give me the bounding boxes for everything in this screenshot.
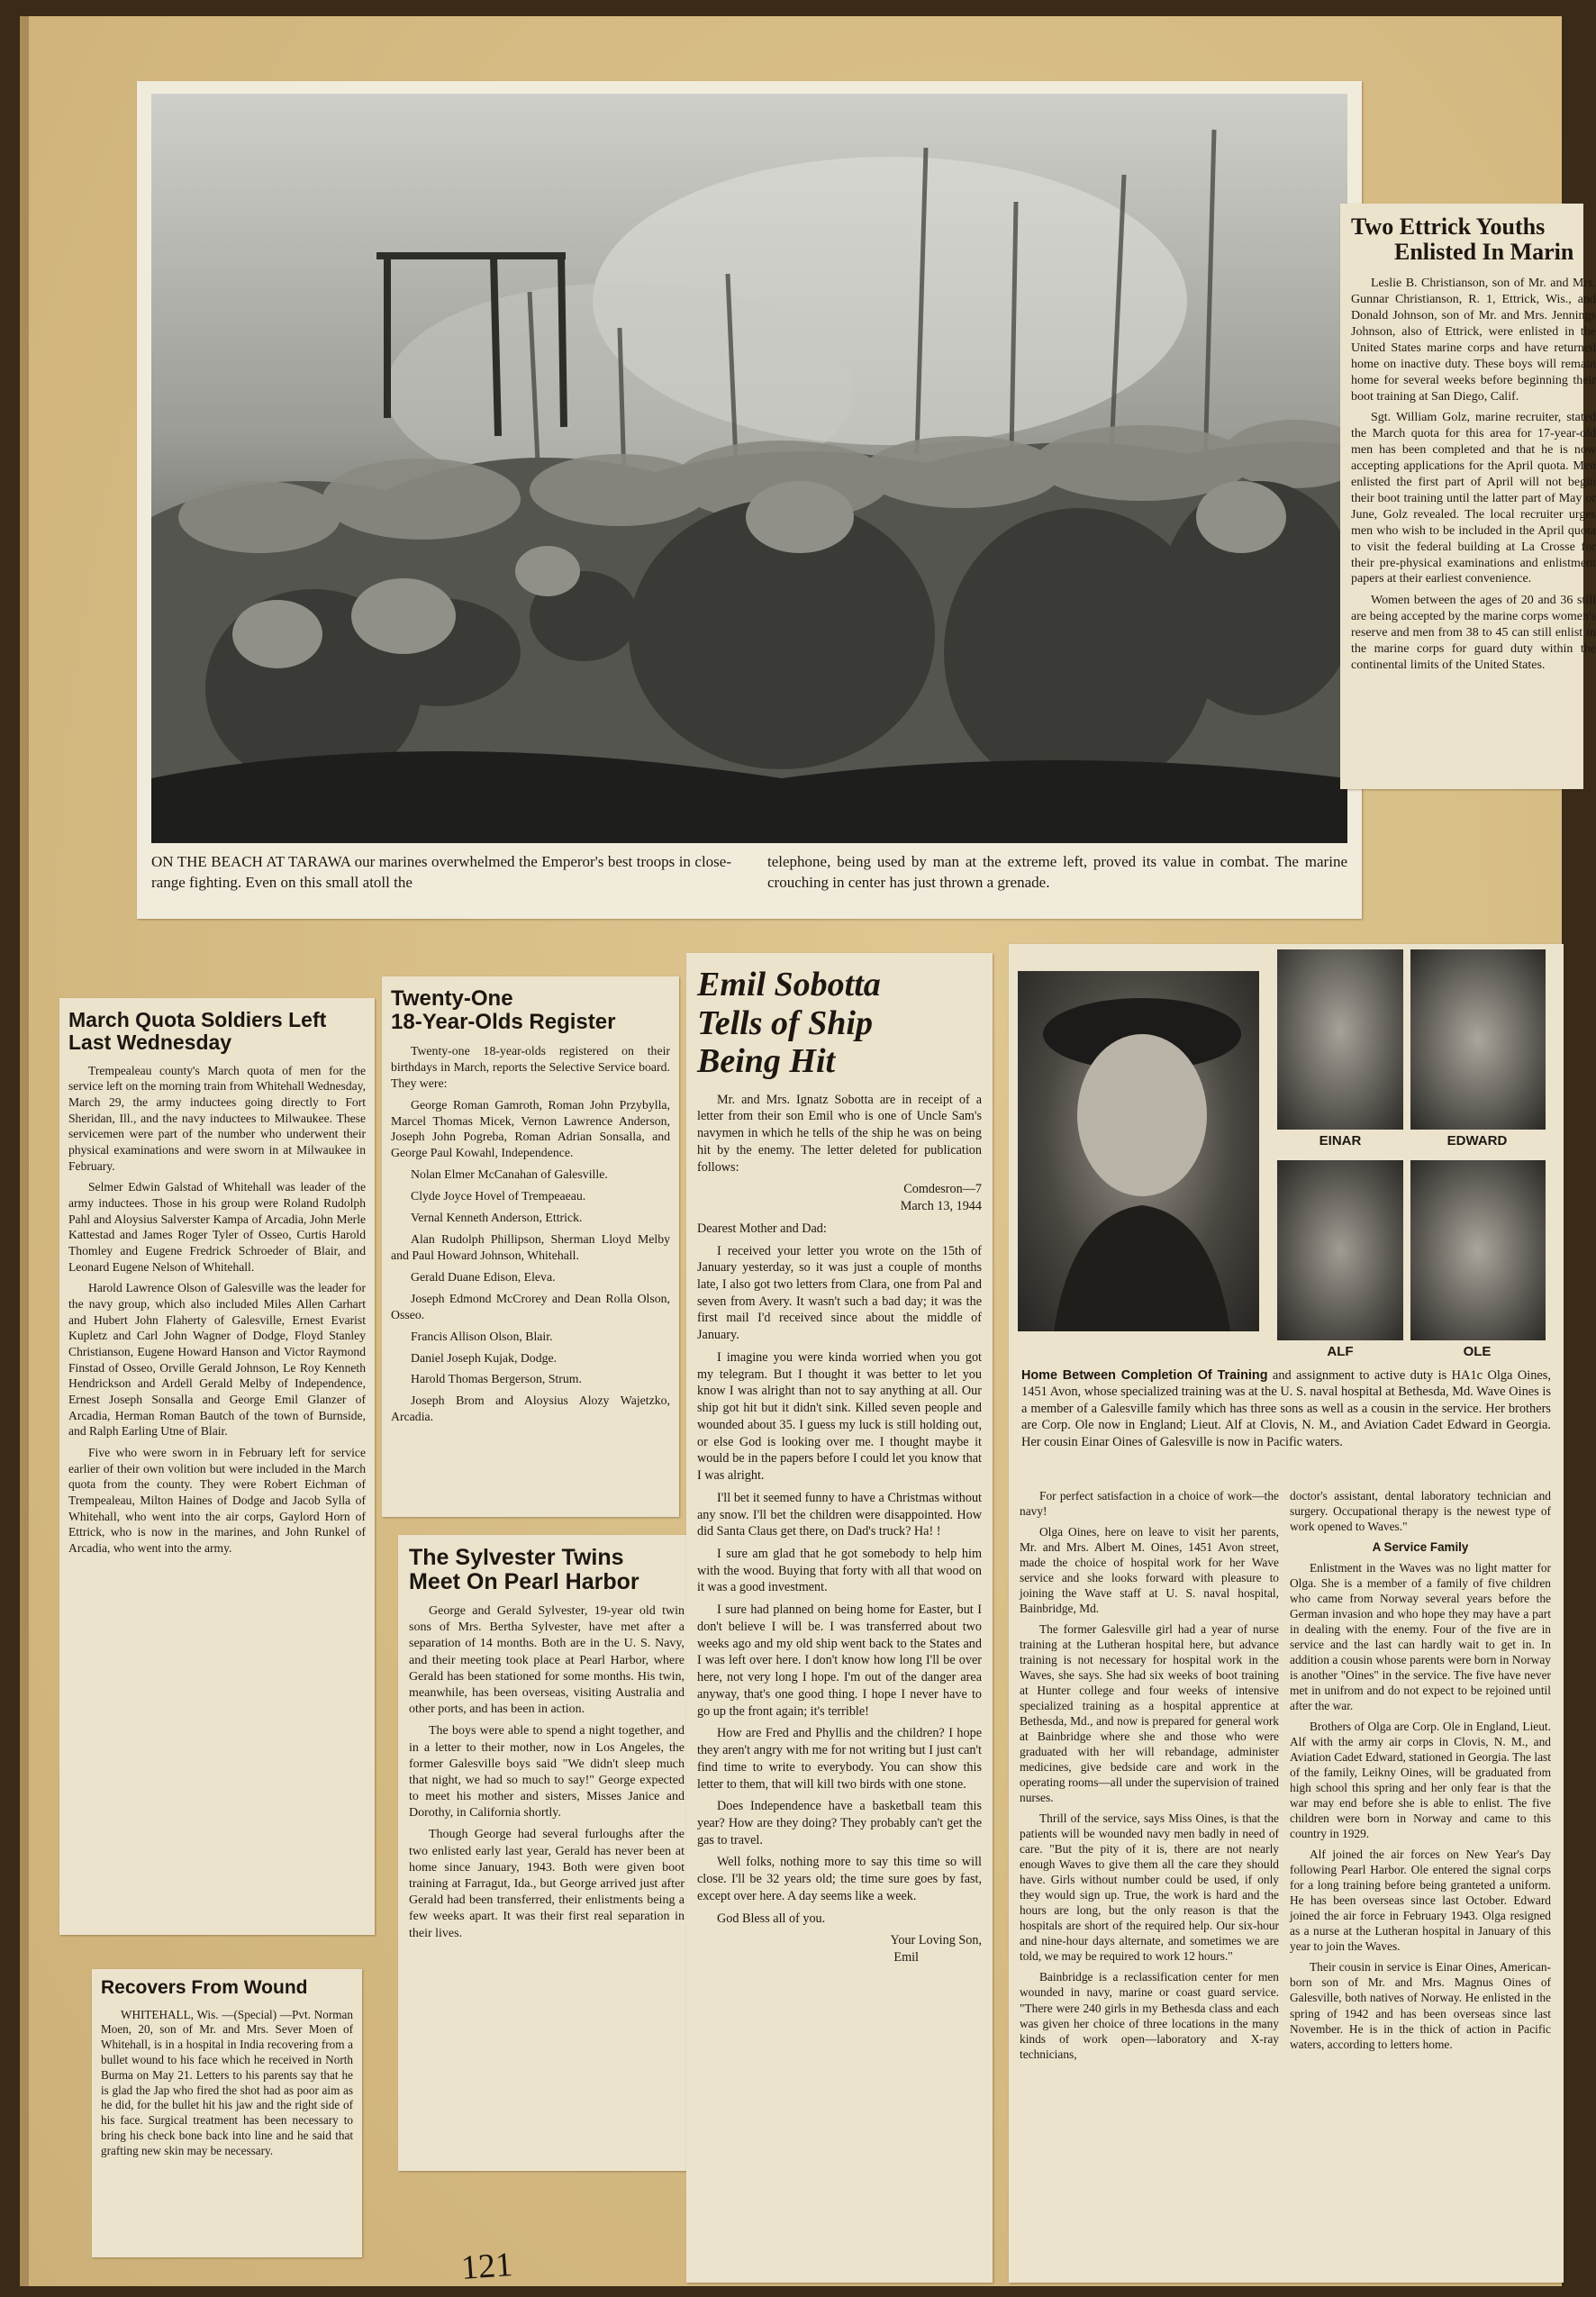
sylvester-title-line1: The Sylvester Twins: [409, 1545, 624, 1570]
oines-para: The former Galesville girl had a year of nurse training at the Lutheran hospital here, but advance training is not necessary for hospital work in the Waves, she says. She had six weeks of boot training at Hunter college and four weeks of intensive specialized training as a hospital apprentice at Bethesda, Md., and now is prepared for general work at Bainbridge where she and those who were graduated with her will rebandage, administer medicines, give bedside care and work in the operating rooms—all under the supervision of trained nurses.: [1020, 1622, 1279, 1805]
scrapbook-page: [20, 16, 1596, 2287]
emil-para: I sure had planned on being home for Easter, but I don't believe I will be. I was transferred about two weeks ago and my old ship went back to the States and I was left over here. I don't know how long I'll be over here, not very long I hope. I'm out of the danger area anyway, that's one good thing. I hope I never have to go up the front again; it's terrible!: [697, 1602, 982, 1719]
oines-para: Alf joined the air forces on New Year's Day following Pearl Harbor. Ole entered the signal corps for a long training before being granteted a uniform. He has been overseas since last October. Edward joined the air force in February 1943. Olga resigned as a nurse at the Lutheran hospital in January of this year to join the Waves.: [1290, 1848, 1551, 1954]
emil-title-line3: Being Hit: [697, 1042, 836, 1081]
ettrick-para: Leslie B. Christianson, son of Mr. and Mrs. Gunnar Christianson, R. 1, Ettrick, Wis., and Donald Johnson, son of Mr. and Mrs. Jennings Johnson, also of Ettrick, were enlisted in the United States marine corps and have returned home on inactive duty. These boys will remain home for several weeks before beginning their boot training at San Diego, Calif.: [1351, 277, 1596, 404]
register-para: Nolan Elmer McCanahan of Galesville.: [411, 1167, 608, 1182]
oines-left-column: [1020, 1488, 1279, 2067]
caption-right: telephone, being used by man at the extreme left, proved its value in combat. The marine crouching in center has just thrown a grenade.: [767, 853, 1347, 891]
register-title-line2: 18-Year-Olds Register: [391, 1009, 616, 1034]
oines-para: For perfect satisfaction in a choice of work—the navy!: [1020, 1489, 1279, 1519]
tarawa-photo-clipping: [137, 81, 1362, 919]
emil-para: I sure am glad that he got somebody to help him with the wood. Buying that forty with all that wood on it was a good investment.: [697, 1547, 982, 1595]
march-para: Five who were sworn in in February left for service earlier of their own volition but were included in the March quota from the county. They were Robert Eichman of Trempealeau, Milton Haines of Dodge and Jacob Sylla of Whitehall, who went into the air corps, Gaylord Horn of Ettrick, who is now in the marines, and John Runkel of Arcadia, who went into the army.: [68, 1446, 366, 1556]
emil-title-line1: Emil Sobotta: [697, 966, 881, 1003]
emil-para: I'll bet it seemed funny to have a Christmas without any snow. I'll bet the children were disappointed. How did Santa Claus get there, on Dad's truck? Ha! !: [697, 1490, 982, 1539]
register-body: [391, 1043, 670, 1425]
oines-para: Enlistment in the Waves was no light matter for Olga. She is a member of a family of five children who came from Norway several years before the German invasion and who hope they may have a part in dealing with the enemy. Four of the five are in service and the last can hardly wait to get in. In addition a cousin whose parents were born in Norway is another "Oines" in the service. The five have never met in unifrom and do not expect to be rejoined until after the war.: [1290, 1561, 1551, 1713]
register-para: Vernal Kenneth Anderson, Ettrick.: [411, 1211, 583, 1225]
emil-para: I received your letter you wrote on the 15th of January yesterday, so it was just a couple of months late, I also got two letters from Clara, one from Pal and seven from Avery. It wasn't such a bad day; it was the first mail I'd received since about the middle of January.: [697, 1243, 982, 1343]
emil-intro: Mr. and Mrs. Ignatz Sobotta are in receipt of a letter from their son Emil who is one of Uncle Sam's navymen in which he tells of the ship he was on being hit by the enemy. The letter deleted for publication follows:: [697, 1092, 982, 1175]
einar-portrait: [1277, 949, 1403, 1130]
register-para: Twenty-one 18-year-olds registered on their birthdays in March, reports the Selective Service board. They were:: [391, 1043, 670, 1090]
recovers-from-wound-clipping: [92, 1969, 362, 2257]
emil-para: Does Independence have a basketball team this year? How are they doing? They probably can't get the gas to travel.: [697, 1799, 982, 1848]
emil-signature: Emil: [893, 1950, 919, 1966]
register-para: Clyde Joyce Hovel of Trempeaeau.: [411, 1189, 586, 1203]
register-para: Joseph Brom and Aloysius Alozy Wajetzko, Arcadia.: [391, 1394, 670, 1424]
ettrick-youths-clipping: [1340, 204, 1596, 789]
march-para: Trempealeau county's March quota of men for the service left on the morning train from Whitehall Wednesday, March 29, the army inductees going directly to Fort Sheridan, Ill., and the navy inductees to Milwaukee. These servicemen were part of the number who underwent their physical examinations and were sworn in at Milwaukee in February.: [68, 1063, 366, 1173]
sylvester-para: Though George had several furloughs after the two enlisted early last year, Gerald has never been at home since January, 1943. Both were given boot training at Farragut, Ida., but George arrived just after Gerald had been transferred, their enlistments being a few weeks apart. It was their first real separation in their lives.: [409, 1828, 685, 1940]
ettrick-title-line2: Enlisted In Marin: [1394, 239, 1574, 266]
edward-portrait: [1410, 949, 1546, 1130]
emil-sobotta-clipping: [686, 953, 993, 2283]
emil-dateline-1: Comdesron—7: [903, 1182, 982, 1197]
olga-oines-portrait: [1018, 971, 1259, 1331]
ole-portrait: [1410, 1160, 1546, 1340]
recovers-para: WHITEHALL, Wis. —(Special) —Pvt. Norman Moen, 20, son of Mr. and Mrs. Sever Moen of Whitehall, is in a hospital in India recovering from a bullet wound to his face which he received in North Burma on May 21. Letters to his parents say that he is glad the Jap who fired the shot had as poor aim as he did, for the bullet hit his jaw and the right side of his face. Surgical treatment has been necessary to bring his check bone back into line and he said that grafting new skin may be necessary.: [101, 2007, 353, 2157]
oines-para: Brothers of Olga are Corp. Ole in England, Lieut. Alf with the army air corps in Clovis, N. M., and Aviation Cadet Edward, stationed in Georgia. The last of the family, Leikny Oines, will be graduated from high school this spring and her only fear is that the war may end before she is able to enlist. The five children were born in Norway and came to this country in 1929.: [1290, 1720, 1551, 1841]
march-para: Selmer Edwin Galstad of Whitehall was leader of the army inductees. Those in his group were Roland Rudolph Pahl and Aloysius Salverster Kampa of Arcadia, John Merle Kattestad and James Roger Tyler of Osseo, Curtis Harold Thomley and Eugene Fredrick Schroeder of Blair, and Leonard Eugene Nelson of Whitehall.: [68, 1180, 366, 1274]
photo-caption: [151, 852, 1347, 894]
register-para: Harold Thomas Bergerson, Strum.: [411, 1372, 582, 1386]
oines-right-lead: doctor's assistant, dental laboratory technician and surgery. Occupational therapy is the newest type of work opened to Waves.": [1290, 1489, 1551, 1534]
oines-para: Their cousin in service is Einar Oines, American-born son of Mr. and Mrs. Magnus Oines of Galesville, both natives of Norway. He enlisted in the spring of 1942 and has been overseas since last November. He is in the thick of action in Pacific waters, according to letters home.: [1290, 1960, 1551, 2051]
tarawa-beach-photo: [151, 94, 1347, 843]
oines-right-column: [1290, 1488, 1551, 2057]
sylvester-para: George and Gerald Sylvester, 19-year old twin sons of Mrs. Bertha Sylvester, have met after a separation of 14 months. Both are in the U. S. Navy, and their meeting took place at Pearl Harbor, where Gerald has been stationed for some months. His twin, meanwhile, has been overseas, visiting Australia and other ports, and has been in action.: [409, 1604, 685, 1717]
oines-subhead: A Service Family: [1372, 1540, 1469, 1555]
oines-caption-head: Home Between Completion Of Training: [1021, 1368, 1268, 1383]
register-title-line1: Twenty-One: [391, 986, 513, 1011]
oines-para: Thrill of the service, says Miss Oines, is that the patients will be wounded navy men badly in need of care. "But the pity of it is, there are not nearly enough Waves to give them all the care they should have. Girls without number could be used, if only they would sign up. True, the work is hard and the hours are long, but the only reason is that the hospitals are short of the required help. Our six-hour and nine-hour days alternate, and sometimes we are told, we may be required to work 12 hours.": [1020, 1811, 1279, 1964]
march-para: Harold Lawrence Olson of Galesville was the leader for the navy group, which also included Miles Allen Carhart and Hubert John Flaherty of Galesville, Ernest Evarist Kupletz and Carl John Wagner of Dodge, Floyd Stanley Christianson, Eugene Howard Hanson and Victor Raymond Finstad of Osseo, Orville Gerald Johnson, Le Roy Kenneth Hendrickson and Ardell Gerald Melby of Independence, Ernest Joseph Sonsalla and George Emil Glanzer of Arcadia, Herman Roman Bautch of the town of Burnside, and Ralph Earling Utne of Blair.: [68, 1281, 366, 1439]
oines-family-clipping: [1009, 944, 1564, 2283]
ettrick-para: Sgt. William Golz, marine recruiter, stated the March quota for this area for 17-year-old men has been completed and that he is now accepting applications for the April quota. Men enlisted the first part of April will not begin their boot training until the latter part of May or June, Golz revealed. The local recruiter urges men who wish to be included in the April quota to visit the federal building at La Crosse for their pre-physical examinations and enlistment papers at their earliest convenience.: [1351, 411, 1596, 586]
caption-left: ON THE BEACH AT TARAWA our marines overwhelmed the Emperor's best troops in close-range fighting. Even on this small atoll the: [151, 853, 731, 891]
sylvester-body: [409, 1603, 685, 1942]
oines-caption-body: and assignment to active duty is HA1c Olga Oines, 1451 Avon, whose specialized training was at the U. S. naval hospital at Bethesda, Md. Wave Oines is a member of a Galesville family which has three sons as well as a cousin in the service. Her brothers are Corp. Ole now in England; Lieut. Alf at Clovis, N. M., and Aviation Cadet Edward in Georgia. Her cousin Einar Oines of Galesville is now in Pacific waters.: [1021, 1368, 1551, 1449]
ettrick-para: Women between the ages of 20 and 36 still are being accepted by the marine corps women's reserve and men from 38 to 45 can still enlist in the marine corps for guard duty within the continental limits of the United States.: [1351, 594, 1596, 672]
emil-body: [697, 1092, 982, 1966]
emil-para: Well folks, nothing more to say this time so will close. I'll be 32 years old; the time sure goes by fast, except over here. A day seems like a week.: [697, 1855, 982, 1903]
recovers-title: Recovers From Wound: [101, 1977, 308, 1998]
emil-para: How are Fred and Phyllis and the children? I hope they aren't angry with me for not writing but I just can't find time to write to everybody. You can show this letter to them, that will kill two birds with one stone.: [697, 1726, 982, 1792]
sylvester-twins-clipping: [398, 1535, 695, 2171]
march-quota-body: [68, 1063, 366, 1557]
ettrick-body: [1351, 276, 1596, 674]
emil-dateline-2: March 13, 1944: [900, 1199, 982, 1214]
register-para: Alan Rudolph Phillipson, Sherman Lloyd Melby and Paul Howard Johnson, Whitehall.: [391, 1232, 670, 1262]
oines-para: Olga Oines, here on leave to visit her parents, Mr. and Mrs. Albert M. Oines, 1451 Avon street, made the choice of hospital work for her Wave service and she looks forward with pleasure to joining the Wave staff at U. S. naval hospital, Bainbridge, Md.: [1020, 1525, 1279, 1616]
einar-label: EINAR: [1319, 1133, 1362, 1148]
twenty-one-register-clipping: [382, 976, 679, 1517]
emil-closing: Your Loving Son,: [890, 1933, 982, 1948]
ole-label: OLE: [1463, 1344, 1492, 1359]
alf-label: ALF: [1327, 1344, 1354, 1359]
edward-label: EDWARD: [1446, 1133, 1508, 1148]
page-number: 121: [459, 2246, 514, 2287]
emil-para: I imagine you were kinda worried when you got my telegram. But I thought it was better to let you know I was alright than not to say anything at all. Our ship got hit but it didn't sink. Killed seven people and wounded about 35. I guess my luck is still holding out, or else God is looking over me. I thought maybe it would be in the papers before I could let you know that I was alright.: [697, 1349, 982, 1484]
oines-para: Bainbridge is a reclassification center for men wounded in navy, marine or coast guard service. "There were 240 girls in my Bethesda class and each was given her choice of three locations in the many kinds of work open—laboratory and X-ray technicians,: [1020, 1970, 1279, 2061]
march-quota-clipping: [59, 998, 375, 1935]
recovers-body: [101, 2008, 353, 2159]
oines-caption: [1021, 1367, 1551, 1450]
register-para: Francis Allison Olson, Blair.: [411, 1329, 553, 1343]
register-para: Gerald Duane Edison, Eleva.: [411, 1269, 556, 1284]
ettrick-title-line1: Two Ettrick Youths: [1351, 213, 1546, 240]
sylvester-title-line2: Meet On Pearl Harbor: [409, 1569, 639, 1594]
alf-portrait: [1277, 1160, 1403, 1340]
emil-para: God Bless all of you.: [717, 1911, 826, 1926]
sylvester-para: The boys were able to spend a night together, and in a letter to their mother, now in Los Angeles, the former Galesville boys said "We didn't sleep much that night, we had so much to say!" George expected to meet his mother and sisters, Misses Janice and Dorothy, in California shortly.: [409, 1724, 685, 1820]
register-para: Daniel Joseph Kujak, Dodge.: [411, 1350, 558, 1365]
register-para: George Roman Gamroth, Roman John Przybylla, Marcel Thomas Micek, Vernon Lawrence Anderson, Joseph John Pogreba, Roman Adrian Sonsalla, and George Paul Kowahl, Independence.: [391, 1097, 670, 1160]
emil-salutation: Dearest Mother and Dad:: [697, 1221, 827, 1236]
marines-on-beach-image: [151, 94, 1347, 843]
emil-title-line2: Tells of Ship: [697, 1003, 873, 1042]
register-para: Joseph Edmond McCrorey and Dean Rolla Olson, Osseo.: [391, 1291, 670, 1321]
olga-portrait-image: [1018, 971, 1259, 1331]
march-quota-title: March Quota Soldiers Left Last Wednesday: [68, 1008, 327, 1054]
